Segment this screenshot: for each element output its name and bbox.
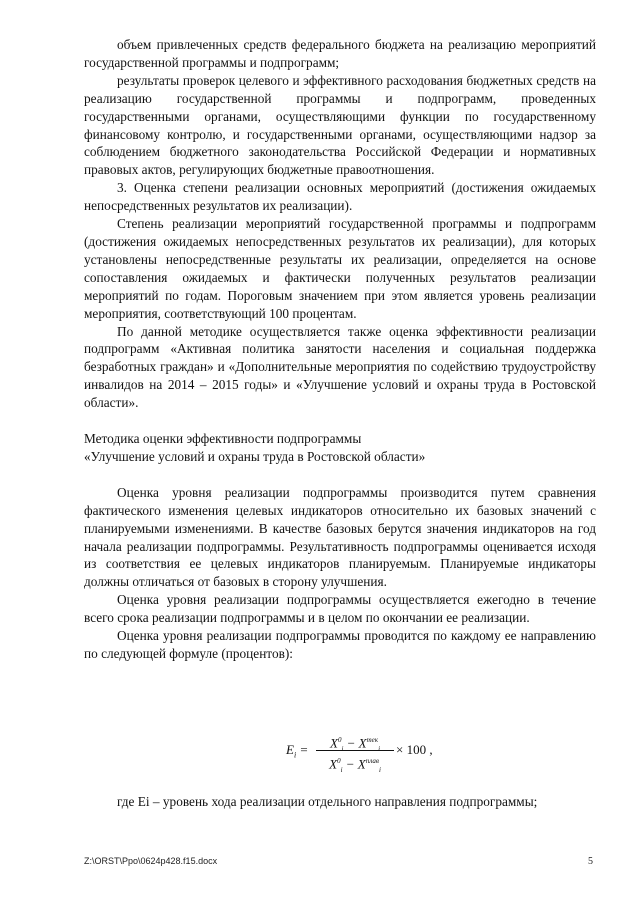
paragraph-formula-intro: Оценка уровня реализации подпрограммы проводится по каждому ее направлению по следующей формуле (процентов): xyxy=(84,628,596,661)
formula-fraction xyxy=(316,730,394,774)
paragraph-methodology-scope: По данной методике осуществляется также оценка эффективности реализации подпрограмм «Активная политика занятости населения и социальная поддержка безработных граждан» и «Дополнительные мероприятия по содействию трудоустройству инвалидов на 2014 – 2015 годы» и «Улучшение условий и охраны труда в Ростовской области». xyxy=(84,323,596,411)
paragraph-assessment-item-3: 3. Оценка степени реализации основных мероприятий (достижения ожидаемых непосредственных результатов их реализации). xyxy=(84,180,596,214)
footer-page-number: 5 xyxy=(588,856,593,867)
paragraph-ei-definition: где Ei – уровень хода реализации отдельного направления подпрограммы; xyxy=(117,794,538,809)
paragraph-federal-funds: объем привлеченных средств федерального бюджета на реализацию мероприятий государственной программы и подпрограмм; xyxy=(84,37,596,70)
formula-lhs: $E_i$ = xyxy=(286,742,309,760)
document-body-tail xyxy=(84,793,596,811)
formula-numerator: $X^0_i - X^{тек}_i$ xyxy=(329,735,381,753)
section-heading-line-1: Методика оценки эффективности подпрограммы xyxy=(84,431,362,447)
footer-file-path: Z:\ORST\Ppo\0624p428.f15.docx xyxy=(84,856,218,866)
paragraph-audit-results: результаты проверок целевого и эффективного расходования бюджетных средств на реализацию государственной программы и подпрограмм, проведенных государственными органами, осуществляющими функции по государственному финансовому контролю, и государственными органами, осуществляющими надзор за соблюдением бюджетного законодательства Российской Федерации и нормативных правовых актов, регулирующих бюджетные правоотношения. xyxy=(84,72,596,178)
paragraph-assessment-frequency: Оценка уровня реализации подпрограммы осуществляется ежегодно в течение всего срока реализации подпрограммы и в целом по окончании ее реализации. xyxy=(84,592,596,626)
formula-denominator: $X^0_i - X^{плав}_i$ xyxy=(329,756,381,774)
section-heading-line-2: «Улучшение условий и охраны труда в Ростовской области» xyxy=(84,448,426,464)
formula-rhs: × 100 , xyxy=(396,742,433,757)
paragraph-implementation-degree: Степень реализации мероприятий государственной программы и подпрограмм (достижения ожидаемых непосредственных результатов их реализации), для которых установлены непосредственные результаты их реализации, определяется на основе сопоставления ожидаемых и фактически полученных результатов реализации мероприятий по годам. Пороговым значением при этом является уровень реализации мероприятия, соответствующий 100 процентам. xyxy=(84,216,596,321)
efficiency-formula xyxy=(286,730,466,774)
document-body xyxy=(84,36,596,663)
paragraph-assessment-method: Оценка уровня реализации подпрограммы производится путем сравнения фактического изменения целевых индикаторов относительно их базовых значений с планируемыми изменениями. В качестве базовых берутся значения индикаторов на год начала реализации подпрограммы. Результативность подпрограммы оценивается исходя из соответствия ее целевых индикаторов планируемым. Планируемые индикаторы должны отличаться от базовых в сторону улучшения. xyxy=(84,484,596,590)
